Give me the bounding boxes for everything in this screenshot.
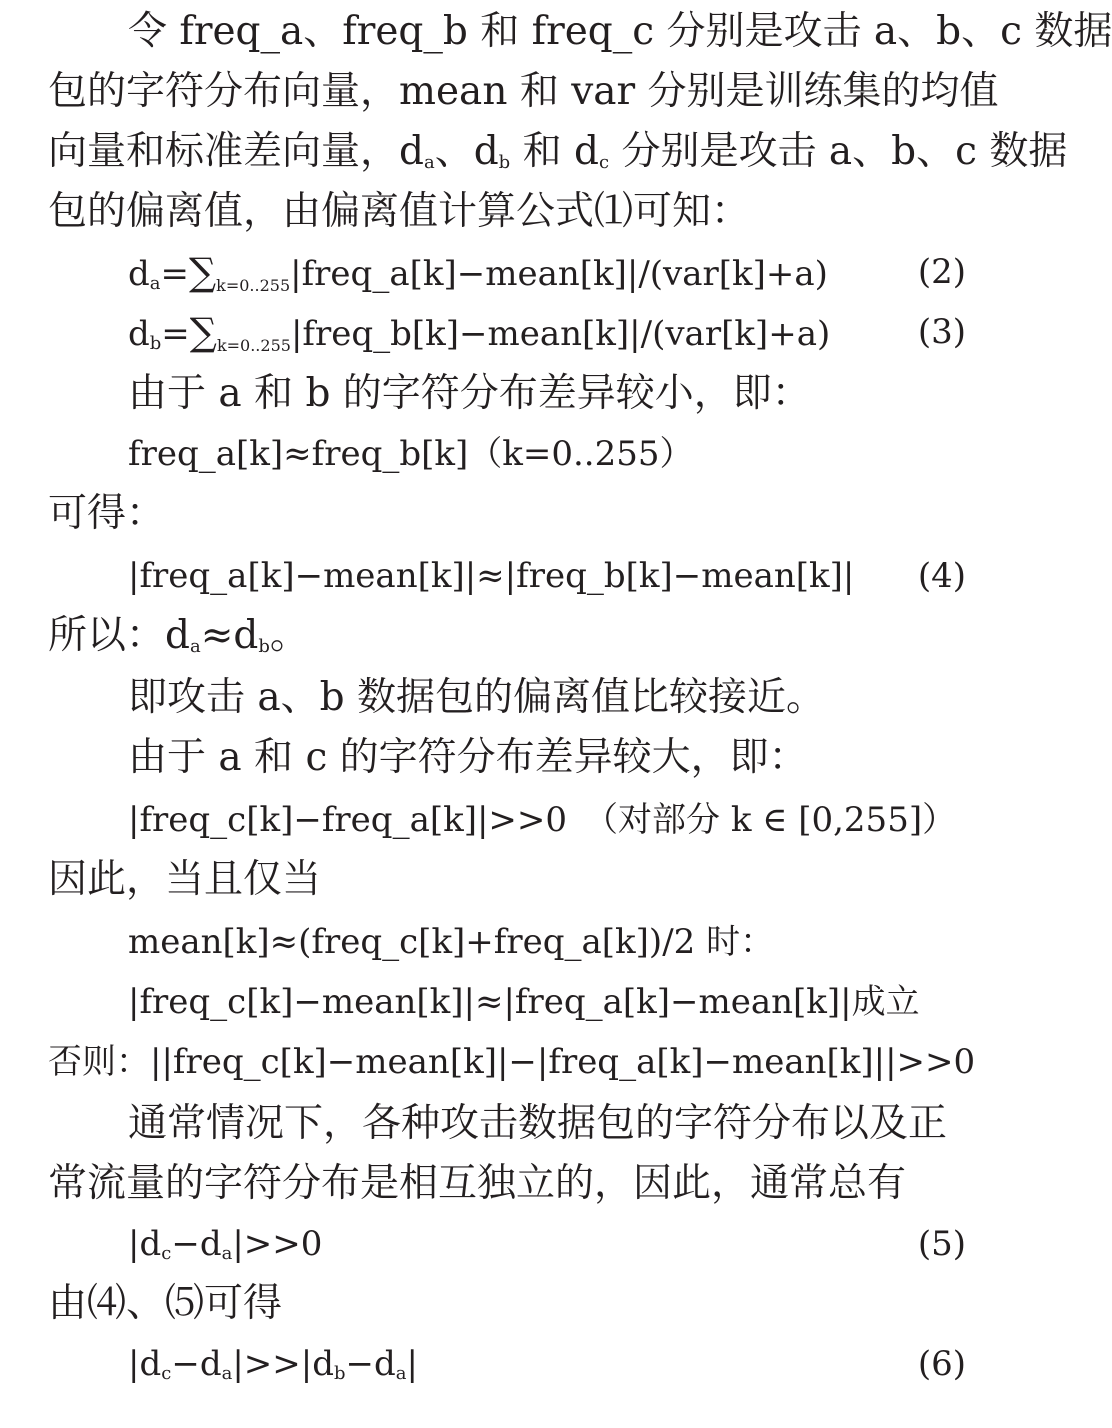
final-para-line1 [128, 1094, 966, 1154]
eq2-sub: a [149, 273, 161, 294]
eq3-body: |freq_b[k]−mean[k]|/(var[k]+a) [290, 314, 831, 354]
subscript-a: a [189, 636, 201, 657]
subscript-b: b [498, 152, 511, 173]
subscript-a: a [221, 1363, 233, 1384]
equation-3-number: (3) [917, 312, 966, 352]
suoyi-mid: ≈d [200, 613, 259, 658]
eq4-body: |freq_a[k]−mean[k]|≈|freq_b[k]−mean[k]| [128, 556, 855, 596]
subscript-c: c [161, 1363, 172, 1384]
eq3-sub: b [149, 333, 162, 354]
suoyi-pre: 所以：d [48, 613, 190, 658]
approx-ca-content: |freq_c[k]−mean[k]|≈|freq_a[k]−mean[k]|成立 [128, 982, 920, 1022]
final-para-line2 [48, 1154, 966, 1214]
otherwise-content: 否则：||freq_c[k]−mean[k]|−|freq_a[k]−mean[k]||>>0 [48, 1042, 976, 1082]
equation-2-number: (2) [917, 252, 966, 292]
approx-ca [128, 972, 966, 1032]
eq6-mid1: −d [171, 1344, 222, 1384]
kede-2-content: 由⑷、⑸可得 [48, 1281, 283, 1326]
final-para-line2-text: 常流量的字符分布是相互独立的，因此，通常总有 [48, 1161, 907, 1206]
equation-5 [128, 1214, 966, 1274]
approx-ab [128, 424, 966, 484]
eq3-range: k=0..255 [216, 336, 291, 355]
equation-4-number: (4) [917, 556, 966, 596]
para1-line1 [128, 2, 1112, 62]
subscript-b: b [333, 1363, 346, 1384]
approx-ab-content: freq_a[k]≈freq_b[k]（k=0..255） [128, 434, 694, 474]
text-ac-large-content: 由于 a 和 c 的字符分布差异较大，即： [128, 735, 808, 780]
equation-5-number: (5) [917, 1224, 966, 1264]
para1-line3-pre: 向量和标准差向量，d [48, 129, 424, 174]
equation-3 [128, 302, 966, 362]
text-iff [48, 850, 966, 910]
para1-line3-mid2: 和 d [510, 129, 599, 174]
subscript-a: a [423, 152, 435, 173]
inequality-ca-content: |freq_c[k]−freq_a[k]|>>0 （对部分 k ∈ [0,255]） [128, 800, 957, 840]
eq6-pre: |d [128, 1344, 162, 1384]
text-ab-small [128, 364, 966, 424]
eq5-pre: |d [128, 1224, 162, 1264]
text-ac-large [128, 728, 966, 788]
mean-condition-content: mean[k]≈(freq_c[k]+freq_a[k])/2 时： [128, 922, 775, 962]
para1-line2-text: 包的字符分布向量，mean 和 var 分别是训练集的均值 [48, 69, 999, 114]
eq6-post: | [406, 1344, 418, 1384]
subscript-a: a [221, 1243, 233, 1264]
equation-6 [128, 1334, 966, 1394]
eq2-body: |freq_a[k]−mean[k]|/(var[k]+a) [290, 254, 828, 294]
para1-line3 [48, 122, 1068, 182]
sigma-symbol: ∑ [189, 250, 217, 294]
para1-line1-text: 令 freq_a、freq_b 和 freq_c 分别是攻击 a、b、c 数据 [128, 9, 1112, 54]
eq6-mid2: |>>|d [232, 1344, 334, 1384]
para1-line3-post: 分别是攻击 a、b、c 数据 [609, 129, 1068, 174]
subscript-c: c [598, 152, 610, 173]
para1-line4-text: 包的偏离值，由偏离值计算公式⑴可知： [48, 189, 751, 234]
subscript-c: c [161, 1243, 172, 1264]
equation-2 [128, 242, 966, 302]
text-ab-close [128, 668, 966, 728]
kede-1 [48, 484, 966, 544]
equation-6-number: (6) [917, 1344, 966, 1384]
para1-line3-mid1: 、d [434, 129, 499, 174]
text-ab-small-content: 由于 a 和 b 的字符分布差异较小，即： [128, 371, 811, 416]
eq2-d: d [128, 254, 150, 294]
eq3-equals: = [161, 314, 190, 354]
eq5-mid: −d [171, 1224, 222, 1264]
mean-condition [128, 912, 966, 972]
eq6-mid3: −d [345, 1344, 396, 1384]
otherwise-line [48, 1032, 976, 1092]
sigma-symbol: ∑ [189, 310, 217, 354]
para1-line4 [48, 182, 966, 242]
eq2-equals: = [160, 254, 189, 294]
para1-line2 [48, 62, 999, 122]
suoyi-post: 。 [269, 613, 309, 658]
subscript-b: b [258, 636, 270, 657]
text-ab-close-content: 即攻击 a、b 数据包的偏离值比较接近。 [128, 675, 826, 720]
kede-2 [48, 1274, 966, 1334]
eq5-post: |>>0 [232, 1224, 323, 1264]
equation-4 [128, 546, 966, 606]
final-para-line1-text: 通常情况下，各种攻击数据包的字符分布以及正 [128, 1101, 948, 1146]
inequality-ca [128, 790, 966, 850]
eq2-range: k=0..255 [216, 276, 291, 295]
eq3-d: d [128, 314, 150, 354]
kede-1-content: 可得： [48, 491, 166, 536]
suoyi-line [48, 606, 966, 666]
text-iff-content: 因此，当且仅当 [48, 857, 322, 902]
subscript-a: a [395, 1363, 407, 1384]
